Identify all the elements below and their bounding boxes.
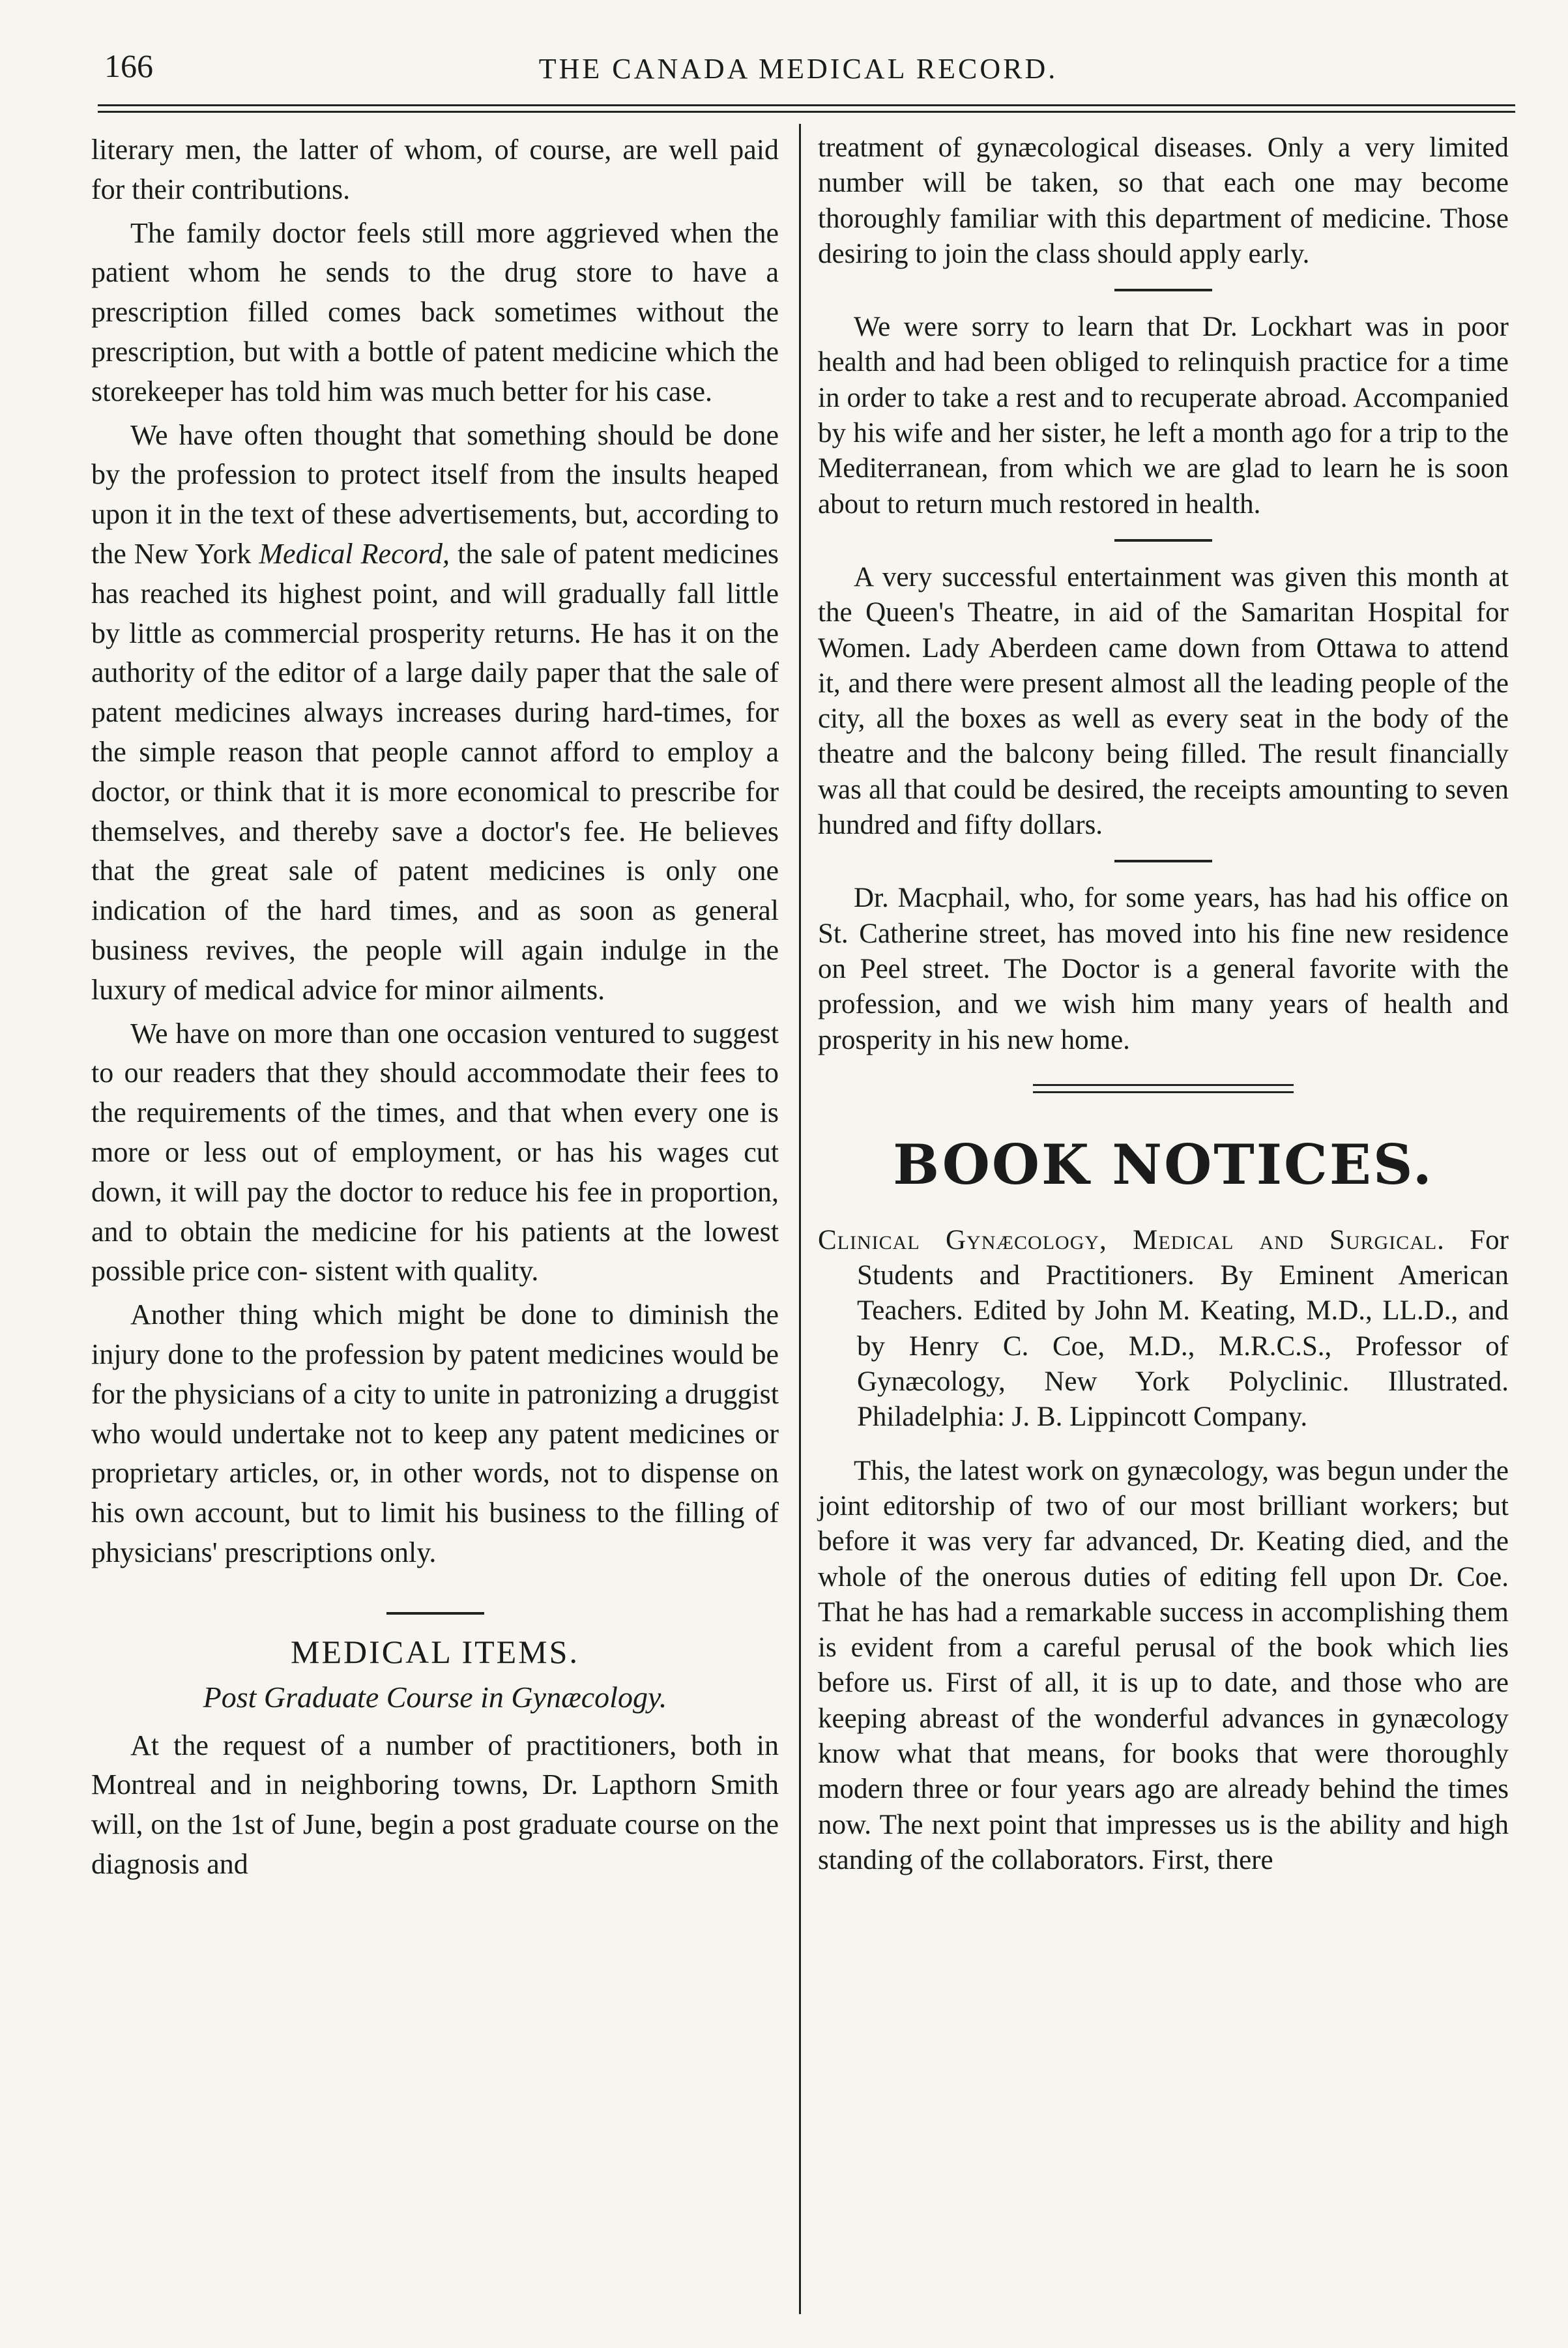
- paragraph: [91, 416, 779, 1010]
- paragraph: treatment of gynæcological diseases. Only a very limited number will be taken, so that each one may become thoroughly familiar with this department of medicine. Those desiring to join the class should apply early.: [818, 132, 1509, 269]
- paragraph: Another thing which might be done to diminish the injury done to the profession by patent medicines would be for the physicians of a city to unite in patronizing a druggist who would undertake not to keep any patent medicines or proprietary articles, or, in other words, not to dispense on his own account, but to limit his business to the filling of physicians' prescriptions only.: [91, 1299, 779, 1568]
- journal-title: Medical Record,: [259, 537, 450, 570]
- paragraph: literary men, the latter of whom, of course, are well paid for their contributions.: [91, 134, 779, 205]
- paragraph: We have on more than one occasion ventured to suggest to our readers that they should accommodate their fees to the requirements of the times, and that when every one is more or less out of employment, or has his wages cut down, it will pay the doctor to reduce his fee in proportion, and to obtain the medicine for his patients at the lowest possible price con- sistent with quality.: [91, 1017, 779, 1287]
- book-citation: [818, 1223, 1509, 1435]
- running-title: THE CANADA MEDICAL RECORD.: [538, 53, 1058, 85]
- paragraph: The family doctor feels still more aggrieved when the patient whom he sends to the drug store to have a prescription filled comes back sometimes without the prescription, but with a bottle of patent medicine which the storekeeper has told him was much better for his case.: [91, 216, 779, 407]
- page-header: [98, 47, 1499, 93]
- paragraph: We were sorry to learn that Dr. Lockhart was in poor health and had been obliged to relinquish practice for a time in order to take a rest and to recuperate abroad. Accompanied by his wife and her sister, he left a month ago for a trip to the Mediterranean, from which we are glad to learn he is soon about to return much restored in health.: [818, 312, 1509, 520]
- item-separator: [1114, 539, 1212, 542]
- section-double-rule: [1033, 1084, 1294, 1093]
- page-number: 166: [104, 48, 153, 84]
- paragraph: A very successful entertainment was given this month at the Queen's Theatre, in aid of the Samaritan Hospital for Women. Lady Aberdeen came down from Ottawa to attend it, and there were present almost all the leading people of the city, all the boxes as well as every seat in the body of the theatre and the balcony being filled. The result financially was all that could be desired, the receipts amounting to seven hundred and fifty dollars.: [818, 561, 1509, 841]
- item-separator: [1114, 289, 1212, 291]
- paragraph: Dr. Macphail, who, for some years, has had his office on St. Catherine street, has moved into his fine new residence on Peel street. The Doctor is a general favorite with the profession, and we wish him many years of health and prosperity in his new home.: [818, 883, 1509, 1055]
- paragraph: At the request of a number of practitioners, both in Montreal and in neighboring towns, Dr. Lapthorn Smith will, on the 1st of June, begin a post graduate course on the diagnosis and: [91, 1729, 779, 1881]
- right-column: [818, 130, 1509, 1882]
- medical-items-heading: MEDICAL ITEMS.: [291, 1633, 579, 1670]
- paragraph-text: the sale of patent medicines has reached its highest point, and will gradually fall little by little as commercial prosperity returns. He has it on the authority of the editor of a large daily paper that the sale of patent medicines always increases during hard-times, for the simple reason that people cannot afford to employ a doctor, or think that it is more economical to prescribe for themselves, and thereby save a doctor's fee. He believes that the great sale of patent medicines is only one indication of the hard times, and as soon as general business revives, the people will again indulge in the luxury of medical advice for minor ailments.: [91, 537, 779, 1006]
- column-divider: [799, 124, 801, 2314]
- left-column: [91, 130, 779, 1888]
- section-separator: [386, 1612, 484, 1615]
- medical-items-subheading: Post Graduate Course in Gynæcology.: [203, 1680, 667, 1714]
- item-separator: [1114, 860, 1212, 862]
- book-details: For Students and Practitioners. By Eminent American Teachers. Edited by John M. Keating, M.D., LL.D., and by Henry C. Coe, M.D., M.R.C.S., Professor of Gynæcology, New York Polyclinic. Illustrated. Philadelphia: J. B. Lippincott Company.: [857, 1224, 1509, 1433]
- paragraph-text: We have often thought that something should be done by the profession to protect itself from the insults heaped upon it in the text of these advertisements, but, according to the New York: [91, 418, 779, 570]
- paragraph: This, the latest work on gynæcology, was begun under the joint editorship of two of our most brilliant workers; but before it was very far advanced, Dr. Keating died, and the whole of the onerous duties of editing fell upon Dr. Coe. That he has had a remarkable success in accomplishing them is evident from a careful perusal of the book which lies before us. First of all, it is up to date, and those who are keeping abreast of the wonderful advances in gynæcology know what that means, for books that were thoroughly modern three or four years ago are already behind the times now. The next point that impresses us is the ability and high standing of the collaborators. First, there: [818, 1455, 1509, 1875]
- header-double-rule: [98, 104, 1515, 117]
- book-title: Clinical Gynæcology, Medical and Surgical.: [818, 1224, 1445, 1255]
- book-notices-heading: BOOK NOTICES.: [893, 1132, 1434, 1197]
